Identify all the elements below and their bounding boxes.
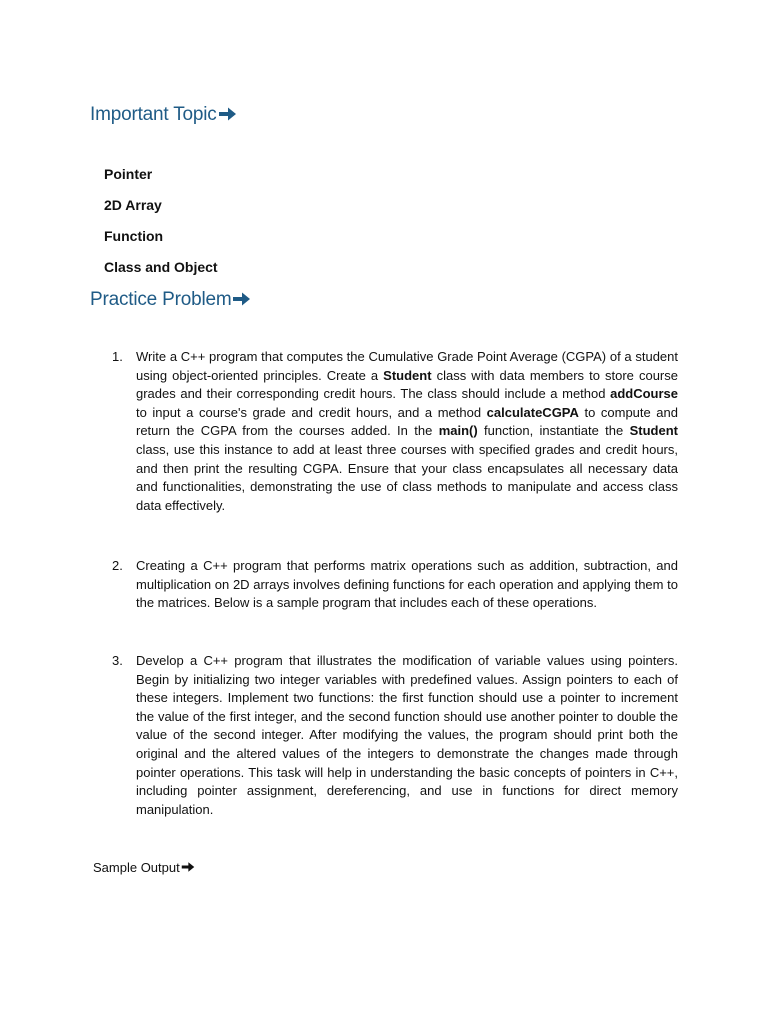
arrow-right-icon bbox=[181, 861, 195, 876]
problem-number: 3. bbox=[112, 653, 123, 668]
problem-number: 1. bbox=[112, 349, 123, 364]
important-topic-heading-text: Important Topic bbox=[90, 104, 217, 125]
topic-item-2d-array: 2D Array bbox=[104, 197, 162, 213]
keyword-calculatecgpa: calculateCGPA bbox=[486, 404, 579, 420]
arrow-right-icon bbox=[218, 106, 237, 128]
topic-item-class-and-object: Class and Object bbox=[104, 259, 218, 275]
keyword-student: Student bbox=[383, 367, 432, 383]
problem-text-segment: to input a course's grade and credit hours, and a method bbox=[136, 404, 487, 420]
important-topic-heading bbox=[90, 104, 237, 128]
problem-text-segment: class with data members to store course grades and their corresponding credit hours. The class should include a method bbox=[136, 367, 678, 402]
sample-output-label bbox=[93, 860, 195, 876]
problem-text-segment: to compute and return the CGPA from the courses added. In the bbox=[136, 404, 679, 439]
topic-item-pointer: Pointer bbox=[104, 166, 153, 182]
keyword-main: main() bbox=[438, 423, 478, 439]
problem-item-1 bbox=[112, 348, 678, 515]
practice-problem-heading bbox=[90, 289, 251, 313]
keyword-addcourse: addCourse bbox=[610, 386, 678, 402]
problem-text-segment: function, instantiate the bbox=[477, 423, 630, 439]
problem-item-2 bbox=[112, 557, 678, 613]
topic-list bbox=[104, 165, 218, 289]
keyword-student: Student bbox=[629, 423, 678, 439]
problem-number: 2. bbox=[112, 558, 123, 573]
problem-text bbox=[136, 348, 678, 515]
problem-item-3 bbox=[112, 652, 678, 819]
arrow-right-icon bbox=[232, 291, 251, 313]
practice-problem-heading-text: Practice Problem bbox=[90, 289, 232, 310]
topic-item-function: Function bbox=[104, 228, 164, 244]
problem-text-segment: Write a C++ program that computes the Cumulative Grade Point Average (CGPA) of a student using object-oriented principles. Create a bbox=[136, 349, 678, 383]
problem-text: Develop a C++ program that illustrates the modification of variable values using pointers. Begin by initializing two integer variables with predefined values. Assign pointers to each of these integers. Implement two functions: the first function should use a pointer to increment the value of the first integer, and the second function should use another pointer to double the value of the second integer. After modifying the values, the program should print both the original and the altered values of the integers to demonstrate the changes made through pointer operations. This task will help in understanding the basic concepts of pointers in C++, including pointer assignment, dereferencing, and use in functions for direct memory manipulation. bbox=[136, 653, 678, 817]
problem-text: Creating a C++ program that performs matrix operations such as addition, subtraction, and multiplication on 2D arrays involves defining functions for each operation and applying them to the matrices. Below is a sample program that includes each of these operations. bbox=[136, 558, 678, 611]
sample-output-text: Sample Output bbox=[93, 860, 180, 875]
problem-text-segment: class, use this instance to add at least three courses with specified grades and credit hours, and then print the resulting CGPA. Ensure that your class encapsulates all necessary data and functionalities, demonstrating the use of class methods to manipulate and access class data effectively. bbox=[136, 441, 678, 513]
